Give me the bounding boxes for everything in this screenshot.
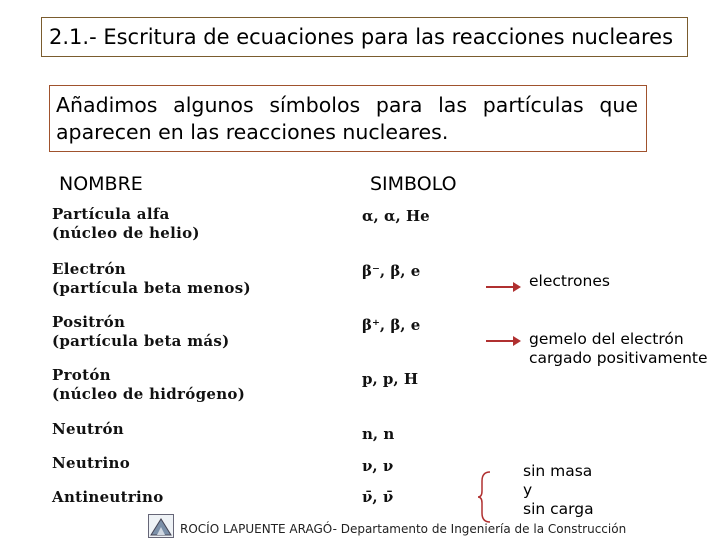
particle-name-antineutrino: Antineutrino: [52, 488, 164, 506]
slide-title: 2.1.- Escritura de ecuaciones para las reacciones nucleares: [49, 25, 674, 49]
arrow-right-icon: [486, 286, 514, 288]
brace-icon: [478, 471, 492, 523]
particle-symbol-alpha: α, α, He: [362, 207, 430, 225]
header-symbol: SIMBOLO: [370, 173, 457, 195]
particle-name-electron: Electrón (partícula beta menos): [52, 260, 251, 297]
note-electron: electrones: [529, 272, 610, 290]
intro-box: [49, 85, 647, 152]
particle-symbol-neutrino: ν, ν: [362, 457, 394, 475]
arrow-right-icon: [486, 340, 514, 342]
particle-symbol-proton: p, p, H: [362, 370, 419, 388]
header-name: NOMBRE: [59, 173, 143, 195]
particle-symbol-neutron: n, n: [362, 425, 395, 443]
particle-symbol-positron: β⁺, β, e: [362, 316, 421, 334]
title-box: [41, 17, 688, 57]
footer-credit: ROCÍO LAPUENTE ARAGÓ- Departamento de Ingeniería de la Construcción: [180, 522, 627, 536]
particle-name-positron: Positrón (partícula beta más): [52, 313, 230, 350]
particle-name-neutrino: Neutrino: [52, 454, 131, 472]
intro-text: Añadimos algunos símbolos para las partículas que aparecen en las reacciones nucleares.: [56, 93, 638, 144]
particle-name-proton: Protón (núcleo de hidrógeno): [52, 366, 246, 403]
particle-symbol-electron: β⁻, β, e: [362, 262, 421, 280]
note-neutrino: sin masa y sin carga: [523, 462, 594, 518]
particle-symbol-antineutrino: ν̄, ν̄: [362, 488, 394, 506]
particle-name-neutron: Neutrón: [52, 420, 125, 438]
logo-icon: [148, 514, 174, 538]
particle-name-alpha: Partícula alfa (núcleo de helio): [52, 205, 200, 242]
note-positron: gemelo del electrón cargado positivamente: [529, 330, 708, 367]
